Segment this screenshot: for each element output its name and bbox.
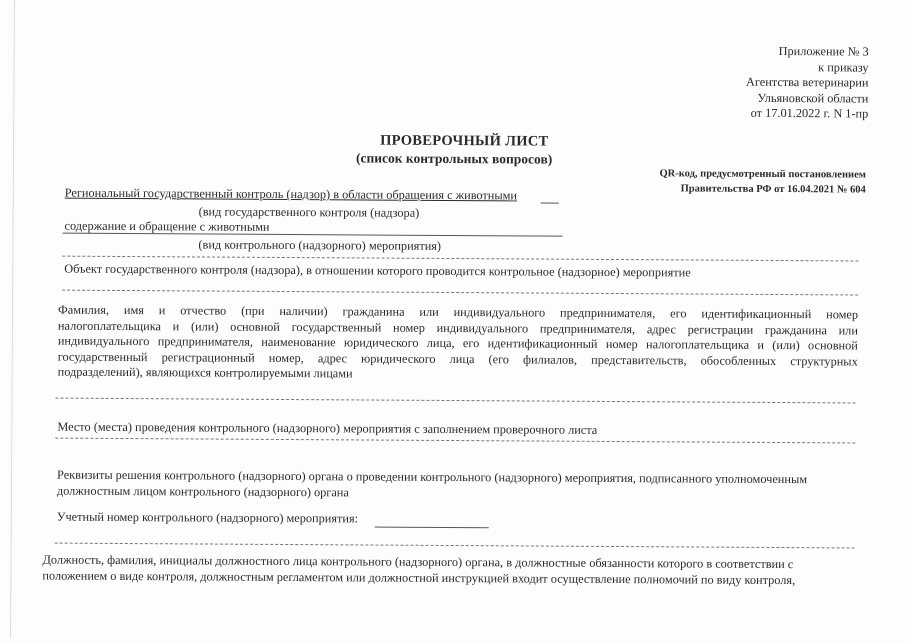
appendix-block bbox=[746, 44, 869, 122]
decision-label-line: должностным лицом контрольного (надзорного) органа bbox=[56, 483, 349, 499]
event-type-value: содержание и обращение с животными bbox=[64, 218, 270, 234]
event-type-underline bbox=[63, 233, 563, 237]
account-separator bbox=[55, 543, 855, 549]
place-fill-line bbox=[55, 438, 855, 444]
decision-label bbox=[57, 468, 807, 504]
separator-line bbox=[62, 256, 858, 262]
control-type-underline bbox=[541, 203, 559, 204]
appendix-line: Ульяновской области bbox=[757, 90, 869, 106]
official-label-line: Должность, фамилия, инициалы должностного лица контрольного (надзорного) органа, в должностные обязанности которого в соответствии с bbox=[42, 552, 794, 572]
control-type-value: Региональный государственный контроль (надзор) в области обращения с животными bbox=[64, 185, 518, 203]
document-title: ПРОВЕРОЧНЫЙ ЛИСТ bbox=[380, 132, 549, 150]
official-label bbox=[42, 552, 795, 589]
appendix-line: к приказу bbox=[818, 59, 869, 75]
account-fill-line bbox=[375, 527, 489, 529]
event-type-caption: (вид контрольного (надзорного) мероприятия) bbox=[198, 237, 442, 253]
place-label: Место (места) проведения контрольного (надзорного) мероприятия с заполнением проверочного листа bbox=[57, 419, 598, 437]
decision-label-line: Реквизиты решения контрольного (надзорного) органа о проведении контрольного (надзорного) мероприятия, подписанного уполномоченным bbox=[57, 467, 808, 487]
person-fill-line bbox=[56, 398, 856, 404]
qr-note-line: QR-код, предусмотренный постановлением bbox=[659, 168, 866, 181]
control-type-caption: (вид государственного контроля (надзора) bbox=[198, 204, 420, 220]
page-edge-shadow bbox=[10, 0, 15, 637]
document-subtitle: (список контрольных вопросов) bbox=[355, 150, 553, 167]
object-label: Объект государственного контроля (надзора), в отношении которого проводится контрольное (надзорное) мероприятие bbox=[64, 261, 691, 280]
person-label-line: подразделений), являющихся контролируемыми лицами bbox=[57, 364, 353, 381]
appendix-line: от 17.01.2022 г. N 1-пр bbox=[750, 105, 869, 121]
person-label-line: Фамилия, имя и отчество (при наличии) гражданина или индивидуального предпринимателя, его идентификационный номер bbox=[58, 302, 859, 322]
appendix-line: Приложение № 3 bbox=[778, 44, 869, 59]
person-label-line: налогоплательщика и (или) основной государственный номер индивидуального предпринимателя, адрес регистрации гражданина или bbox=[57, 318, 858, 337]
person-label bbox=[58, 303, 858, 385]
qr-note-line: Правительства РФ от 16.04.2021 № 604 bbox=[680, 183, 866, 196]
appendix-line: Агентства ветеринарии bbox=[745, 74, 869, 90]
person-label-line: индивидуального предпринимателя, наименование юридического лица, его идентификационный номер налогоплательщика и (или) основной bbox=[57, 333, 858, 353]
account-label: Учетный номер контрольного (надзорного) мероприятия: bbox=[56, 509, 359, 526]
person-label-line: государственный регистрационный номер, адрес юридического лица (его филиалов, представительств, обособленных структурных bbox=[57, 349, 858, 368]
official-label-line: положением о виде контроля, должностным регламентом или должностной инструкцией входит осуществление полномочий по виду контроля, bbox=[42, 568, 796, 588]
qr-note bbox=[659, 166, 866, 197]
object-fill-line bbox=[62, 290, 858, 296]
